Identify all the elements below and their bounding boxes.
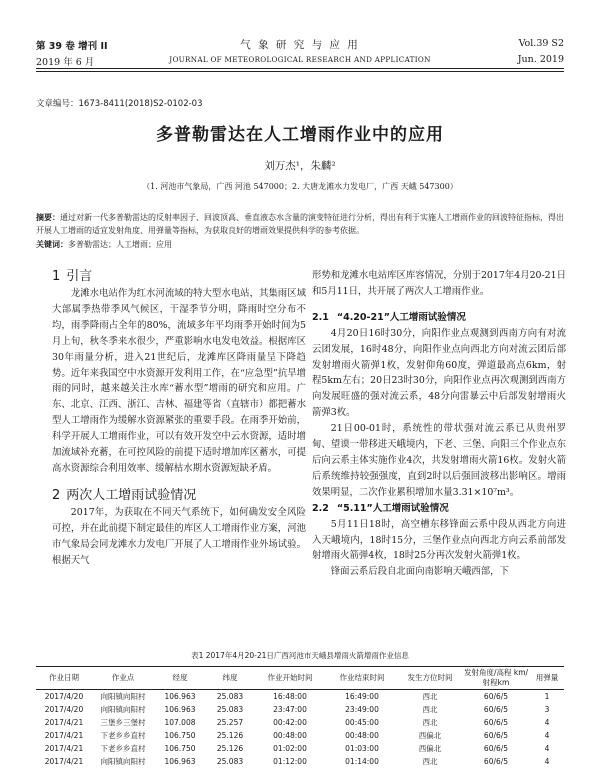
table-cell: 01:14:00 bbox=[345, 757, 379, 766]
table-cell: 00:48:00 bbox=[345, 731, 379, 740]
table-cell: 25.126 bbox=[216, 744, 244, 753]
table-cell: 向阳镇向阳村 bbox=[100, 692, 146, 701]
table-cell: 西偏北 bbox=[418, 744, 442, 753]
table-cell: 60/6/5 bbox=[483, 692, 509, 701]
table-cell: 107.008 bbox=[164, 718, 196, 727]
table-cell: 下老乡乡直村 bbox=[100, 731, 146, 740]
table-row bbox=[36, 742, 564, 755]
table-header-cell: 作业日期 bbox=[36, 667, 92, 690]
table-cell: 2017/4/21 bbox=[44, 731, 84, 740]
table-cell: 23:49:00 bbox=[345, 705, 379, 714]
table-cell: 西北 bbox=[422, 692, 438, 701]
table-cell: 3 bbox=[544, 705, 550, 714]
table-header-cell: 纬度 bbox=[206, 667, 254, 690]
subsection-2-2-paragraph-1: 5月11日18时，高空槽东移锋面云系中段从西北方向进入天峨境内，18时15分，三堡作业点向西北方向云系前部发射增雨火箭弹4枚，18时25分再次发射火箭弹1枚。 bbox=[312, 518, 566, 562]
table-cell: 00:45:00 bbox=[345, 718, 379, 727]
table-cell: 00:48:00 bbox=[273, 731, 307, 740]
section-2-paragraph-continued: 形势和龙滩水电站库区库容情况，分别于2017年4月20-21日和5月11日，共开展了两次人工增雨作业。 bbox=[312, 270, 566, 297]
table-cell: 16:49:00 bbox=[345, 692, 379, 701]
keywords-text: 多普勒雷达；人工增雨；应用 bbox=[68, 240, 172, 249]
subsection-2-1-paragraph-2: 21日00-01时，系统性的带状强对流云系已从贵州罗甸、望谟一带移进天峨境内，下老、三堡、向阳三个作业点东后向云系主体实施作业4次，共发射增雨火箭16枚。发射火箭后系统维持较强强度，直到2时以后强回波移出影响区。增雨效果明显，二次作业累积增加水量3.31×10⁷m³。 bbox=[312, 423, 566, 498]
table-cell: 向阳镇向阳村 bbox=[100, 757, 146, 766]
table-cell: 下老乡乡直村 bbox=[100, 744, 146, 753]
table-header-cell: 经度 bbox=[154, 667, 206, 690]
table-cell: 4 bbox=[544, 731, 550, 740]
affiliation: （1. 河池市气象局，广西 河池 547000；2. 大唐龙滩水力发电厂，广西 天峨 547300） bbox=[142, 182, 458, 191]
section-1-paragraph: 龙滩水电站作为红水河流域的特大型水电站，其集雨区域大部属季热带季风气候区，干湿季节分明，降雨时空分布不均，雨季降雨占全年的80%，流域多年平均雨季开始时间为5月上旬，秋冬季来水很少，严重影响水电发电效益。根据库区30年雨量分析，进入21世纪后，龙滩库区降雨量呈下降趋势。近年来我国空中水资源开发利用工作，在“应急型”抗旱增雨的同时，越来越关注水库“蓄水型”增雨的研究和应用。广东、北京、江西、浙江、吉林、福建等省（直辖市）都把蓄水型人工增雨作为缓解水资源紧张的重要手段。在雨季开始前，科学开展人工增雨作业，可以有效开发空中云水资源，适时增加流域补充蓄，在可控风险的前提下适时增加库区蓄水，可提高水资源综合利用效率、缓解枯水期水资源短缺矛盾。 bbox=[52, 288, 306, 474]
header-journal-en: JOURNAL OF METEOROLOGICAL RESEARCH AND APPLICATION bbox=[169, 55, 431, 64]
table-row bbox=[36, 716, 564, 729]
table-cell: 60/6/5 bbox=[483, 718, 509, 727]
table-cell: 60/6/5 bbox=[483, 757, 509, 766]
table-cell: 106.963 bbox=[164, 757, 196, 766]
section-heading-2: 2 两次人工增雨试验情况 bbox=[52, 487, 197, 503]
table-cell: 25.126 bbox=[216, 731, 244, 740]
table-cell: 西北 bbox=[422, 757, 438, 766]
table-cell: 1 bbox=[544, 692, 550, 701]
table-row bbox=[36, 690, 564, 704]
table-cell: 2017/4/21 bbox=[44, 757, 84, 766]
table-cell: 106.750 bbox=[164, 744, 196, 753]
section-heading-1: 1 引言 bbox=[52, 269, 93, 284]
table-cell: 向阳镇向阳村 bbox=[100, 705, 146, 714]
subsection-2-2-paragraph-2: 锋面云系后段自北面向南影响天峨西部，下 bbox=[330, 566, 509, 578]
table-cell: 16:48:00 bbox=[273, 692, 307, 701]
paper-title: 多普勒雷达在人工增雨作业中的应用 bbox=[156, 125, 444, 145]
table-cell: 25.083 bbox=[216, 692, 244, 701]
table-header-cell: 作业结束时间 bbox=[326, 667, 398, 690]
table-cell: 25.083 bbox=[216, 757, 244, 766]
table-header-cell: 用弹量 bbox=[530, 667, 564, 690]
table-row bbox=[36, 703, 564, 716]
table-cell: 25.257 bbox=[216, 718, 244, 727]
keywords bbox=[36, 239, 564, 250]
table-cell: 2017/4/21 bbox=[44, 718, 84, 727]
table-header-cell: 作业点 bbox=[92, 667, 154, 690]
keywords-label: 关键词： bbox=[36, 240, 68, 249]
table-cell: 60/6/5 bbox=[483, 731, 509, 740]
table-cell: 4 bbox=[544, 757, 550, 766]
table-cell: 西北 bbox=[422, 718, 438, 727]
table-header-cell: 作业开始时间 bbox=[254, 667, 326, 690]
table-cell: 西北 bbox=[422, 705, 438, 714]
table-cell: 106.750 bbox=[164, 731, 196, 740]
header-vol-en: Vol.39 S2 bbox=[518, 38, 564, 49]
table-cell: 01:02:00 bbox=[273, 744, 307, 753]
subsection-2-1-paragraph-1: 4月20日16时30分，向阳作业点观测到西南方向有对流云团发展，16时48分，向阳作业点向西北方向对流云团后部发射增雨火箭弹1枚，发射仰角60度，弹道最高点6km，射程5km左右；20日23时30分，向阳作业点再次观测到西南方向发展旺盛的强对流云系，48分向雷暴云中后部发射增雨火箭弹3枚。 bbox=[312, 327, 566, 419]
table-cell: 2017/4/20 bbox=[44, 705, 84, 714]
header-journal-cn: 气 象 研 究 与 应 用 bbox=[240, 39, 360, 51]
table-cell: 2017/4/21 bbox=[44, 744, 84, 753]
table-header-cell: 发射角度/高程 km/射程km bbox=[462, 667, 530, 690]
table-caption: 表1 2017年4月20-21日广西河池市天峨县增雨火箭增雨作业信息 bbox=[191, 651, 409, 660]
table-cell: 三堡乡三堡村 bbox=[100, 718, 146, 727]
left-column bbox=[52, 268, 306, 569]
operation-table bbox=[36, 666, 564, 768]
header-date-en: Jun. 2019 bbox=[517, 54, 564, 65]
abstract-text: 通过对新一代多普勒雷达的反射率因子、回波顶高、垂直液态水含量的演变特征进行分析，得出有利于实施人工增雨作业的回波特征指标，得出开展人工增雨的适宜发射角度、用弹量等指标，为获取良好的增雨效果提供科学的参考依据。 bbox=[36, 213, 564, 235]
table-cell: 106.963 bbox=[164, 692, 196, 701]
right-column bbox=[312, 268, 566, 580]
table-row bbox=[36, 729, 564, 742]
table-cell: 2017/4/20 bbox=[44, 692, 84, 701]
subsection-heading-2-2: 2.2 “5.11”人工增雨试验情况 bbox=[312, 502, 449, 514]
table-cell: 25.083 bbox=[216, 705, 244, 714]
table-cell: 23:47:00 bbox=[273, 705, 307, 714]
table-cell: 106.963 bbox=[164, 705, 196, 714]
table-header-row bbox=[36, 667, 564, 690]
article-number: 文章编号：1673-8411(2018)S2-0102-03 bbox=[36, 99, 203, 109]
table-cell: 01:12:00 bbox=[273, 757, 307, 766]
table-cell: 60/6/5 bbox=[483, 744, 509, 753]
table-cell: 西偏北 bbox=[418, 731, 442, 740]
table-cell: 4 bbox=[544, 718, 550, 727]
abstract-label: 摘要： bbox=[36, 213, 60, 222]
table-cell: 60/6/5 bbox=[483, 705, 509, 714]
table-header-cell: 发生方位时间 bbox=[398, 667, 462, 690]
abstract bbox=[36, 211, 564, 237]
table-cell: 4 bbox=[544, 744, 550, 753]
header-rule-bottom bbox=[36, 71, 564, 72]
header-volume-issue: 第 39 卷 增刊 II bbox=[36, 41, 108, 52]
table-row bbox=[36, 755, 564, 768]
authors: 刘万杰¹，朱麟² bbox=[264, 160, 336, 172]
subsection-heading-2-1: 2.1 “4.20-21”人工增雨试验情况 bbox=[312, 311, 466, 323]
section-2-paragraph: 2017年，为获取在不同天气系统下，如何确发安全风险可控，并在此前提下制定最佳的库区人工增雨作业方案，河池市气象局会同龙滩水力发电厂开展了人工增雨作业外场试验。根据天气 bbox=[52, 506, 306, 566]
table-cell: 00:42:00 bbox=[273, 718, 307, 727]
header-date-cn: 2019 年 6 月 bbox=[36, 57, 95, 68]
table-cell: 01:03:00 bbox=[345, 744, 379, 753]
header-rule-top bbox=[36, 68, 564, 69]
